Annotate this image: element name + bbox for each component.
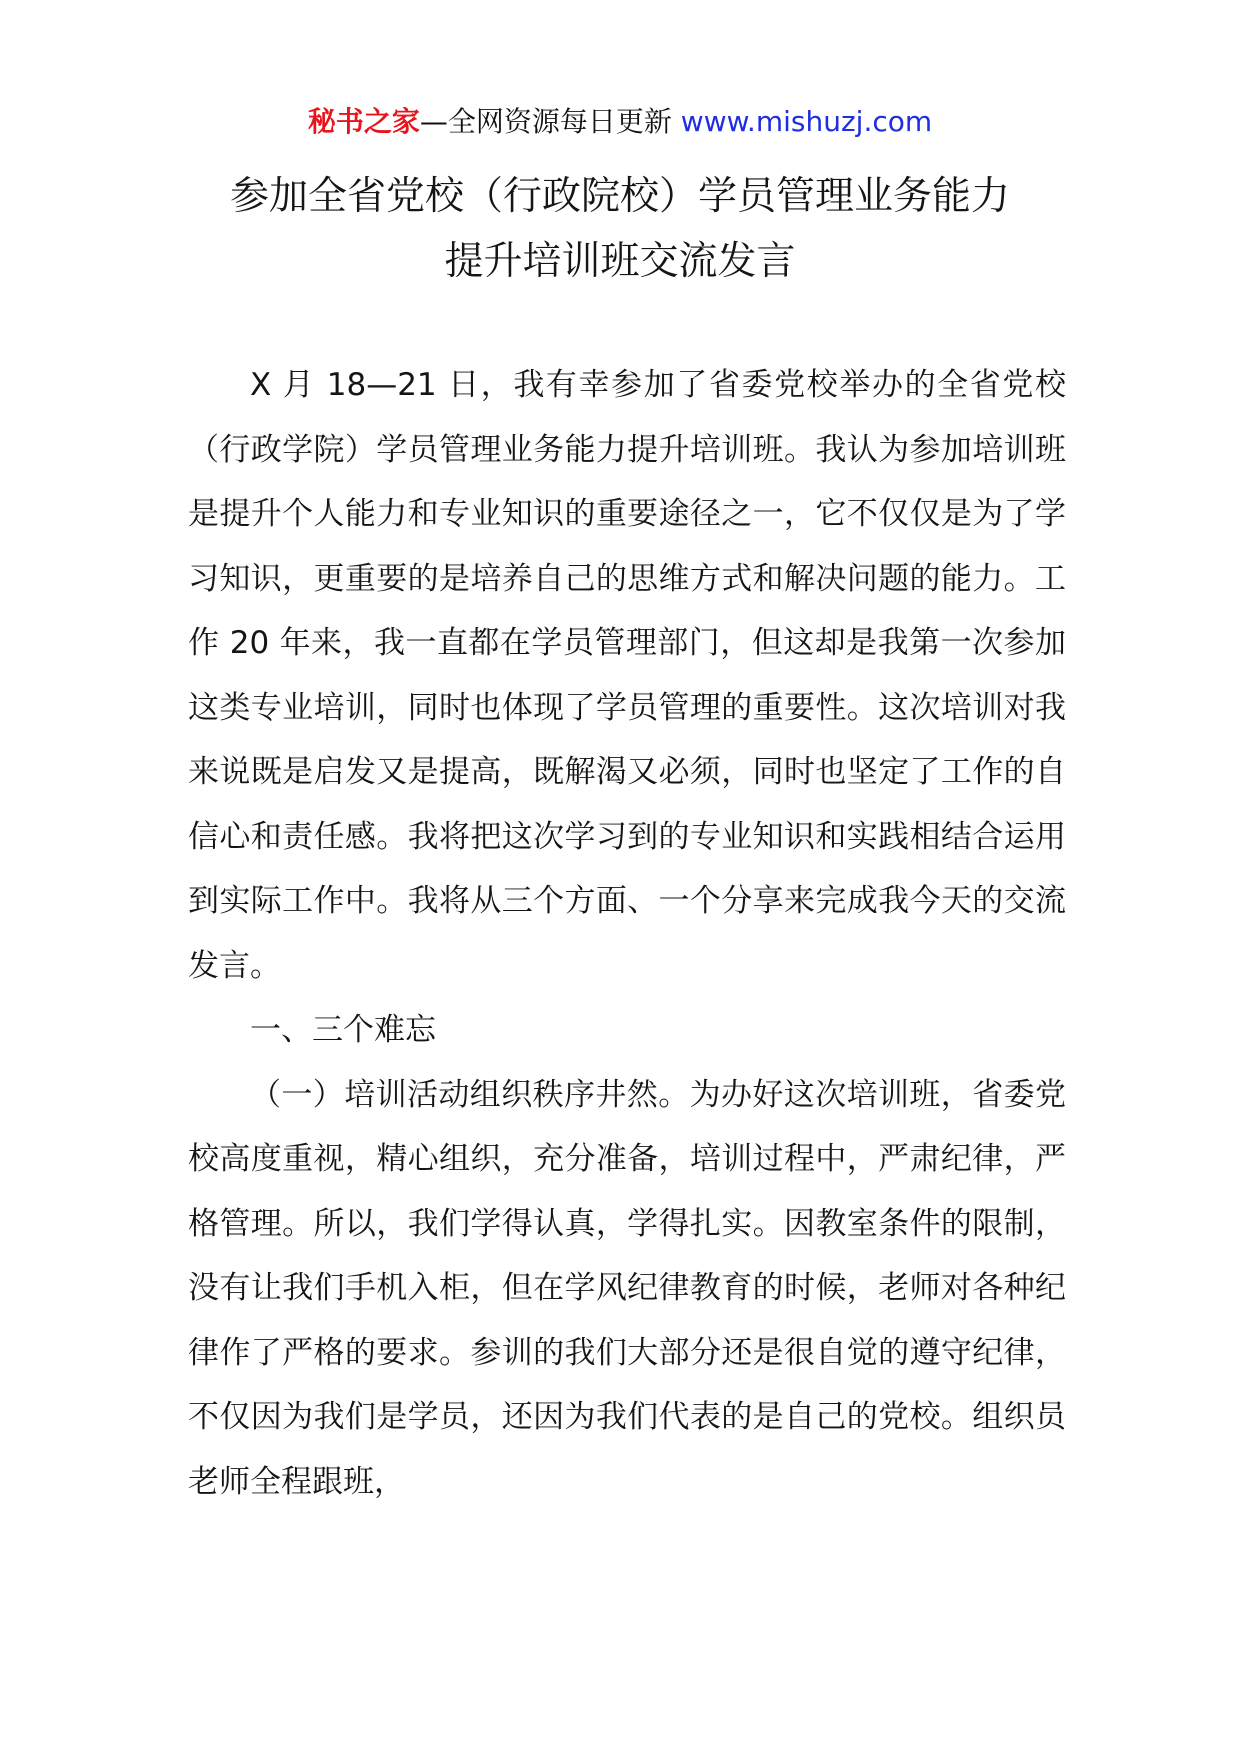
subsection-paragraph: （一）培训活动组织秩序井然。为办好这次培训班，省委党校高度重视，精心组织，充分准备，培训过程中，严肃纪律，严格管理。所以，我们学得认真，学得扎实。因教室条件的限制，没有让我们手机入柜，但在学风纪律教育的时候，老师对各种纪律作了严格的要求。参训的我们大部分还是很自觉的遵守纪律，不仅因为我们是学员，还因为我们代表的是自己的党校。组织员老师全程跟班， (188, 1076, 1066, 1500)
site-header (0, 102, 1240, 142)
site-brand: 秘书之家 (307, 105, 420, 138)
document-body (188, 353, 1066, 1514)
site-tagline: —全网资源每日更新 (419, 105, 672, 138)
document-title-line-1: 参加全省党校（行政院校）学员管理业务能力 (229, 174, 1010, 219)
intro-paragraph: X 月 18—21 日，我有幸参加了省委党校举办的全省党校（行政学院）学员管理业务能力提升培训班。我认为参加培训班是提升个人能力和专业知识的重要途径之一，它不仅仅是为了学习知识，更重要的是培养自己的思维方式和解决问题的能力。工作 20 年来，我一直都在学员管理部门，但这却是我第一次参加这类专业培训，同时也体现了学员管理的重要性。这次培训对我来说既是启发又是提高，既解渴又必须，同时也坚定了工作的自信心和责任感。我将把这次学习到的专业知识和实践相结合运用到实际工作中。我将从三个方面、一个分享来完成我今天的交流发言。 (188, 367, 1066, 984)
document-title (100, 164, 1140, 294)
site-url-link[interactable]: www.mishuzj.com (680, 105, 933, 138)
document-title-line-2: 提升培训班交流发言 (444, 239, 796, 284)
section-heading: 一、三个难忘 (250, 1012, 436, 1048)
